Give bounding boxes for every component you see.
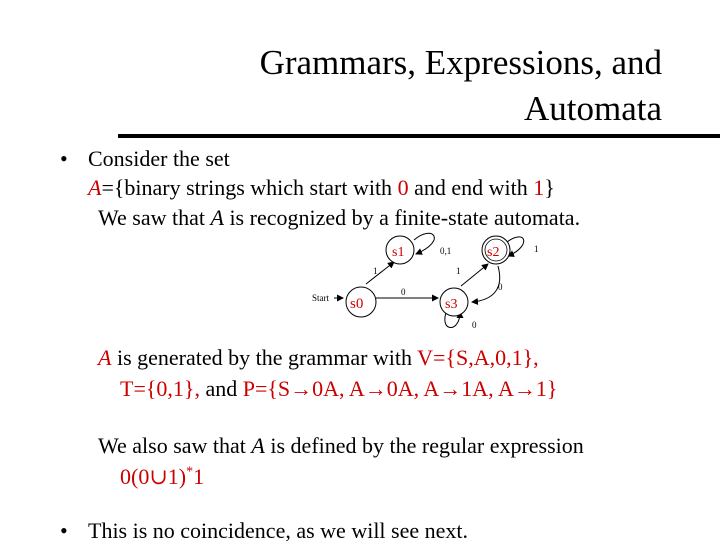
grammar-v: V={S,A,0,1}, [417,345,539,370]
grammar-p: P={S→0A, A→0A, A→1A, A→1} [242,376,558,401]
svg-text:s1: s1 [392,245,405,260]
set-symbol: A [210,205,224,230]
start-zero: 0 [397,175,409,200]
edge-s3-s2 [461,264,488,286]
state-s2 [482,236,510,264]
edge-label-s3-loop: 0 [472,320,477,330]
grammar-line-1 [98,345,539,371]
grammar-pre: is generated by the grammar with [111,345,418,370]
edge-s2-s3 [472,266,500,302]
regex-star: * [186,464,194,480]
edge-label-s2-s3: 0 [498,282,503,292]
regular-expression [120,464,204,490]
regex-expr: 0(0∪1) [120,464,187,489]
automaton-diagram [300,228,560,342]
bullet-1-text: Consider the set [88,146,230,171]
edge-label-s1-loop: 0,1 [440,246,452,256]
edge-s1-loop [414,233,434,254]
svg-text:s2: s2 [487,245,500,260]
edge-label-s2-loop: 1 [534,244,539,254]
edge-label-s0-s3: 0 [401,287,406,297]
regex-line-1 [98,433,584,459]
regex-post: is defined by the regular expression [264,433,584,458]
set-close: } [544,175,555,200]
title-line-2: Automata [523,89,662,128]
grammar-line-2 [120,376,557,402]
set-symbol: A [88,175,102,200]
set-symbol: A [251,433,265,458]
grammar-mid: and [199,376,243,401]
title-rule [118,134,720,138]
slide-title [260,40,662,132]
set-mid-text: and end with [408,175,534,200]
state-s3 [440,288,468,316]
svg-text:s0: s0 [350,296,364,312]
regex-pre: We also saw that [98,433,252,458]
edge-label-s0-s1: 1 [373,266,378,276]
recognized-pre: We saw that [98,205,211,230]
end-one: 1 [533,175,545,200]
edge-label-s3-s2: 1 [456,266,461,276]
set-eq-text: ={binary strings which start with [101,175,398,200]
grammar-t: T={0,1}, [120,376,200,401]
svg-text:s3: s3 [445,297,458,312]
set-symbol: A [98,345,112,370]
bullet-icon: • [60,518,68,543]
edge-s0-s1 [366,262,394,284]
regex-tail: 1 [193,464,205,489]
bullet-icon: • [60,146,68,171]
start-label: Start [312,293,329,303]
title-line-1: Grammars, Expressions, and [259,43,662,82]
set-definition [88,175,555,201]
state-s1 [386,236,414,264]
state-s0 [346,287,376,317]
bullet-2-text: This is no coincidence, as we will see next. [88,518,469,543]
recognized-post: is recognized by a finite-state automata. [223,205,581,230]
